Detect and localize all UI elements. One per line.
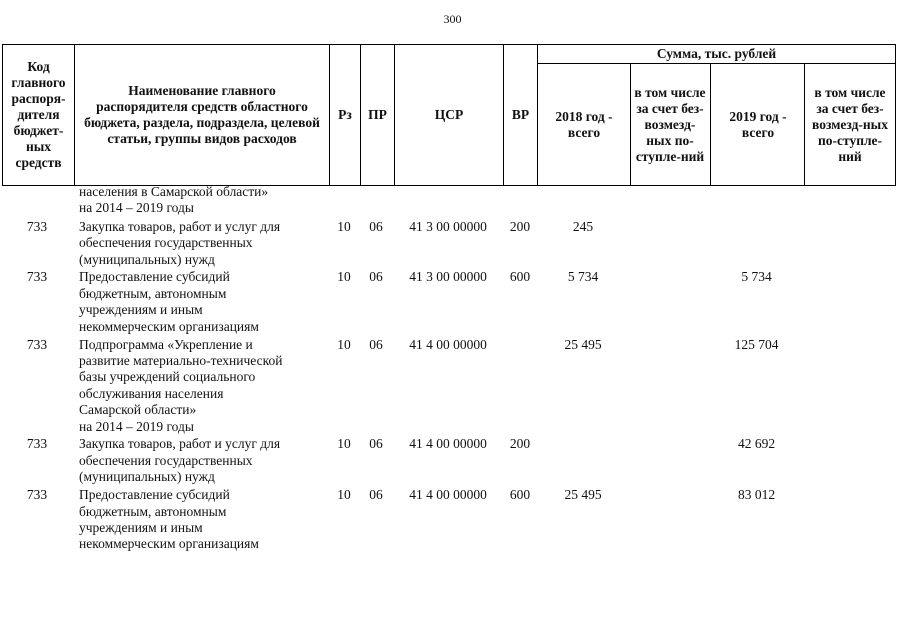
row-rz: 10 [337,336,351,352]
header-2018-total: 2018 год - всего [555,108,613,140]
page-number: 300 [443,12,462,26]
table-row [0,436,905,487]
row-2019-total: 42 692 [737,436,776,452]
row-code: 733 [26,269,48,285]
header-border [630,63,631,185]
row-name [79,219,325,268]
row-name-line: некоммерческим организациям [79,536,259,552]
row-2019-total: 5 734 [741,269,772,285]
row-name-line: базы учреждений социального [79,369,256,385]
header-pr: ПР [368,107,387,122]
table-row [0,337,905,437]
table-row [0,487,905,554]
header-2019-total: 2019 год - всего [729,108,787,140]
header-border [710,63,711,185]
row-rz: 10 [337,487,351,503]
table-row [0,184,905,219]
row-name-line: Закупка товаров, работ и услуг для [79,218,281,234]
row-code: 733 [26,218,48,234]
row-name [79,487,325,553]
row-pr: 06 [369,218,383,234]
row-code: 733 [26,487,48,503]
row-csr: 41 4 00 00000 [409,487,487,503]
row-name-line: на 2014 – 2019 годы [79,418,194,434]
row-code: 733 [26,336,48,352]
row-rz: 10 [337,436,351,452]
header-border [804,63,805,185]
row-name-line: учреждениям и иным [79,519,203,535]
row-pr: 06 [369,436,383,452]
table-row [0,219,905,270]
row-rz: 10 [337,218,351,234]
row-2018-total: 5 734 [567,269,599,285]
header-csr: ЦСР [434,107,464,122]
row-name-line: учреждениям и иным [79,302,203,318]
table-row [0,269,905,336]
row-2018-total: 245 [572,218,594,234]
header-2018-gratis: в том числе за счет без-возмезд-ных по-ступле-ний [634,84,706,164]
row-name-line: Предоставление субсидий [79,487,230,503]
row-2019-total: 83 012 [737,487,776,503]
row-name-line: бюджетным, автономным [79,503,227,519]
table-body [0,184,905,554]
row-code: 733 [26,436,48,452]
row-name-line: обеспечения государственных [79,235,253,251]
row-name [79,436,325,485]
row-name-line: населения в Самарской области» [79,184,269,199]
header-vr: ВР [511,107,530,122]
row-csr: 41 3 00 00000 [409,218,487,234]
row-rz: 10 [337,269,351,285]
row-name-line: Предоставление субсидий [79,269,230,285]
row-name-line: (муниципальных) нужд [79,251,215,267]
header-rz: Рз [338,107,352,122]
row-vr: 600 [509,487,531,503]
row-pr: 06 [369,269,383,285]
row-name-line: на 2014 – 2019 годы [79,200,194,216]
row-vr: 600 [509,269,531,285]
row-name-line: Самарской области» [79,402,197,418]
row-csr: 41 4 00 00000 [409,436,487,452]
row-vr: 200 [509,436,531,452]
row-2019-total: 125 704 [734,336,779,352]
header-border [74,45,75,185]
row-name-line: развитие материально-технической [79,352,283,368]
row-2018-total: 25 495 [564,487,602,503]
header-code: Код главного распоря-дителя бюджет-ных средств [11,59,66,170]
header-border [895,45,896,185]
row-name-line: некоммерческим организациям [79,318,259,334]
header-name: Наименование главного распорядителя средств областного бюджета, раздела, подраздела, целевой статьи, группы видов расходов [84,83,320,146]
row-name-line: (муниципальных) нужд [79,469,215,485]
row-name [79,337,325,435]
row-name [79,184,325,217]
row-name-line: Подпрограмма «Укрепление и [79,336,253,352]
row-pr: 06 [369,336,383,352]
row-2018-total: 25 495 [564,336,602,352]
row-name-line: Закупка товаров, работ и услуг для [79,436,281,452]
header-sum-title: Сумма, тыс. рублей [656,46,777,61]
row-name-line: обслуживания населения [79,385,224,401]
row-name-line: бюджетным, автономным [79,285,227,301]
row-csr: 41 4 00 00000 [409,336,487,352]
header-border [537,45,538,185]
row-vr: 200 [509,218,531,234]
row-name [79,269,325,335]
header-2019-gratis: в том числе за счет без-возмезд-ных по-ступле-ний [812,84,888,164]
row-name-line: обеспечения государственных [79,452,253,468]
table-header [2,44,896,186]
row-csr: 41 3 00 00000 [409,269,487,285]
row-pr: 06 [369,487,383,503]
